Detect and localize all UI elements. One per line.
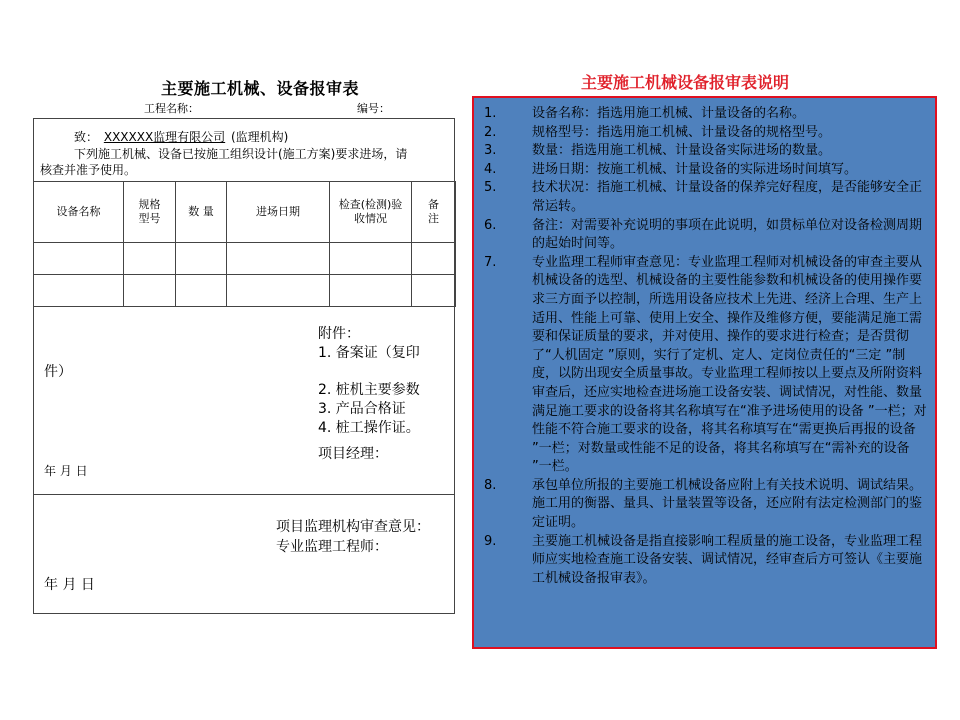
- explain-text: 技术状况：指施工机械、计量设备的保养完好程度，是否能够安全正常运转。: [532, 180, 923, 214]
- explain-num: 9.: [484, 533, 497, 549]
- table-cell[interactable]: [176, 243, 227, 275]
- col-inspection: 检查(检测)验收情况: [330, 182, 412, 243]
- explain-title: 主要施工机械设备报审表说明: [580, 73, 789, 92]
- manager-label: 项目经理：: [318, 446, 388, 462]
- explain-item-1: [484, 105, 929, 124]
- table-cell[interactable]: [330, 275, 412, 307]
- explain-num: 4.: [484, 161, 497, 177]
- explain-item-9: [484, 533, 929, 589]
- explain-text: 规格型号：指选用施工机械、计量设备的规格型号。: [532, 124, 832, 140]
- explain-text: 设备名称：指选用施工机械、计量设备的名称。: [532, 106, 806, 121]
- col-entry-date: 进场日期: [227, 182, 330, 243]
- attach-item-1: 1. 备案证（复印: [318, 345, 420, 361]
- review-section: [34, 494, 454, 614]
- col-spec-model: 规格型号: [124, 182, 176, 243]
- explain-item-6: [484, 217, 929, 254]
- attach-label: 附件：: [318, 326, 360, 342]
- table-cell[interactable]: [227, 243, 330, 275]
- explain-num: 5.: [484, 180, 497, 196]
- col-device-name: 设备名称: [34, 182, 124, 243]
- explain-item-5: [484, 179, 929, 216]
- to-suffix: (监理机构): [231, 130, 289, 144]
- explain-text: 进场日期：按施工机械、计量设备的实际进场时间填写。: [532, 161, 858, 177]
- table-cell[interactable]: [34, 243, 124, 275]
- explain-text: 备注：对需要补充说明的事项在此说明，如贯标单位对设备检测周期的起始时间等。: [532, 217, 923, 252]
- explain-num: 7.: [484, 254, 497, 270]
- form-title: 主要施工机械、设备报审表: [160, 79, 359, 98]
- project-name-label: 工程名称：: [144, 102, 199, 115]
- table-cell[interactable]: [124, 243, 176, 275]
- explain-num: 8.: [484, 477, 497, 493]
- table-cell[interactable]: [227, 275, 330, 307]
- date-1: 年 月 日: [44, 464, 88, 478]
- table-cell[interactable]: [412, 275, 456, 307]
- explain-item-3: [484, 142, 929, 161]
- attach-item-4: 4. 桩工操作证。: [318, 420, 420, 436]
- attachment-section: [34, 306, 454, 495]
- explain-item-2: [484, 124, 929, 143]
- intro-line-1: 下列施工机械、设备已按施工组织设计(施工方案)要求进场，请: [74, 147, 408, 161]
- col-quantity: 数 量: [176, 182, 227, 243]
- explain-num: 3.: [484, 143, 497, 159]
- explain-num: 1.: [484, 106, 497, 121]
- table-cell[interactable]: [412, 243, 456, 275]
- address-block: [34, 119, 454, 181]
- attach-item-3: 3. 产品合格证: [318, 401, 406, 417]
- to-prefix: 致：: [74, 130, 99, 144]
- addressee-line: [74, 128, 288, 146]
- table-header-row: [34, 182, 456, 243]
- attach-item-1-cont: 件）: [44, 364, 72, 380]
- table-cell[interactable]: [176, 275, 227, 307]
- date-2: 年 月 日: [44, 577, 95, 593]
- attach-item-2: 2. 桩机主要参数: [318, 382, 420, 398]
- explain-text: 承包单位所报的主要施工机械设备应附上有关技术说明、调试结果。施工用的衡器、量具、计量装置等设备，还应附有法定检测部门的鉴定证明。: [532, 477, 923, 531]
- report-form: [33, 118, 455, 614]
- explain-num: 2.: [484, 124, 497, 140]
- table-row: [34, 243, 456, 275]
- engineer-label: 专业监理工程师：: [276, 539, 388, 555]
- code-label: 编号：: [357, 102, 390, 115]
- explain-item-4: [484, 161, 929, 180]
- table-cell[interactable]: [34, 275, 124, 307]
- explain-text: 数量：指选用施工机械、计量设备实际进场的数量。: [532, 143, 832, 159]
- table-cell[interactable]: [330, 243, 412, 275]
- explain-box: [472, 96, 937, 649]
- col-remarks: 备注: [412, 182, 456, 243]
- intro-line-2: 核查并准予使用。: [40, 163, 137, 177]
- explain-item-7: [484, 254, 929, 477]
- explain-text: 主要施工机械设备是指直接影响工程质量的施工设备，专业监理工程师应实地检查施工设备安装、调试情况，经审查后方可签认《主要施工机械设备报审表》。: [532, 533, 923, 586]
- table-cell[interactable]: [124, 275, 176, 307]
- explain-num: 6.: [484, 217, 497, 233]
- equipment-table: [33, 181, 456, 307]
- explain-text: 专业监理工程师审查意见：专业监理工程师对机械设备的审查主要从机械设备的选型、机械设备的主要性能参数和机械设备的使用操作要求三方面予以控制，所选用设备应技术上先进、经济上合理、生产上适用、性能上可靠、使用上安全、操作及维修方便，要能满足施工需要和保证质量的要求，并对使用、操作的要求进行检查；是否贯彻了“人机固定 ”原则，实行了定机、定人、定岗位责任的“三定 ”制度，以防出现安全质量事故。专业监理工程师按以上要点及所附资料审查后，还应实地检查进场施工设备安装、调试情况，对性能、数量满足施工要求的设备将其名称填写在“准予进场使用的设备 ”一栏；对性能不符合施工要求的设备，将其名称填写在“需更换后再报的设备 ”一栏；对数量或性能不足的设备，将其名称填写在“需补充的设备 ”一栏。: [532, 254, 927, 475]
- explain-item-8: [484, 477, 929, 533]
- to-company: XXXXXX监理有限公司: [103, 130, 226, 144]
- table-row: [34, 275, 456, 307]
- review-label: 项目监理机构审查意见：: [276, 519, 430, 535]
